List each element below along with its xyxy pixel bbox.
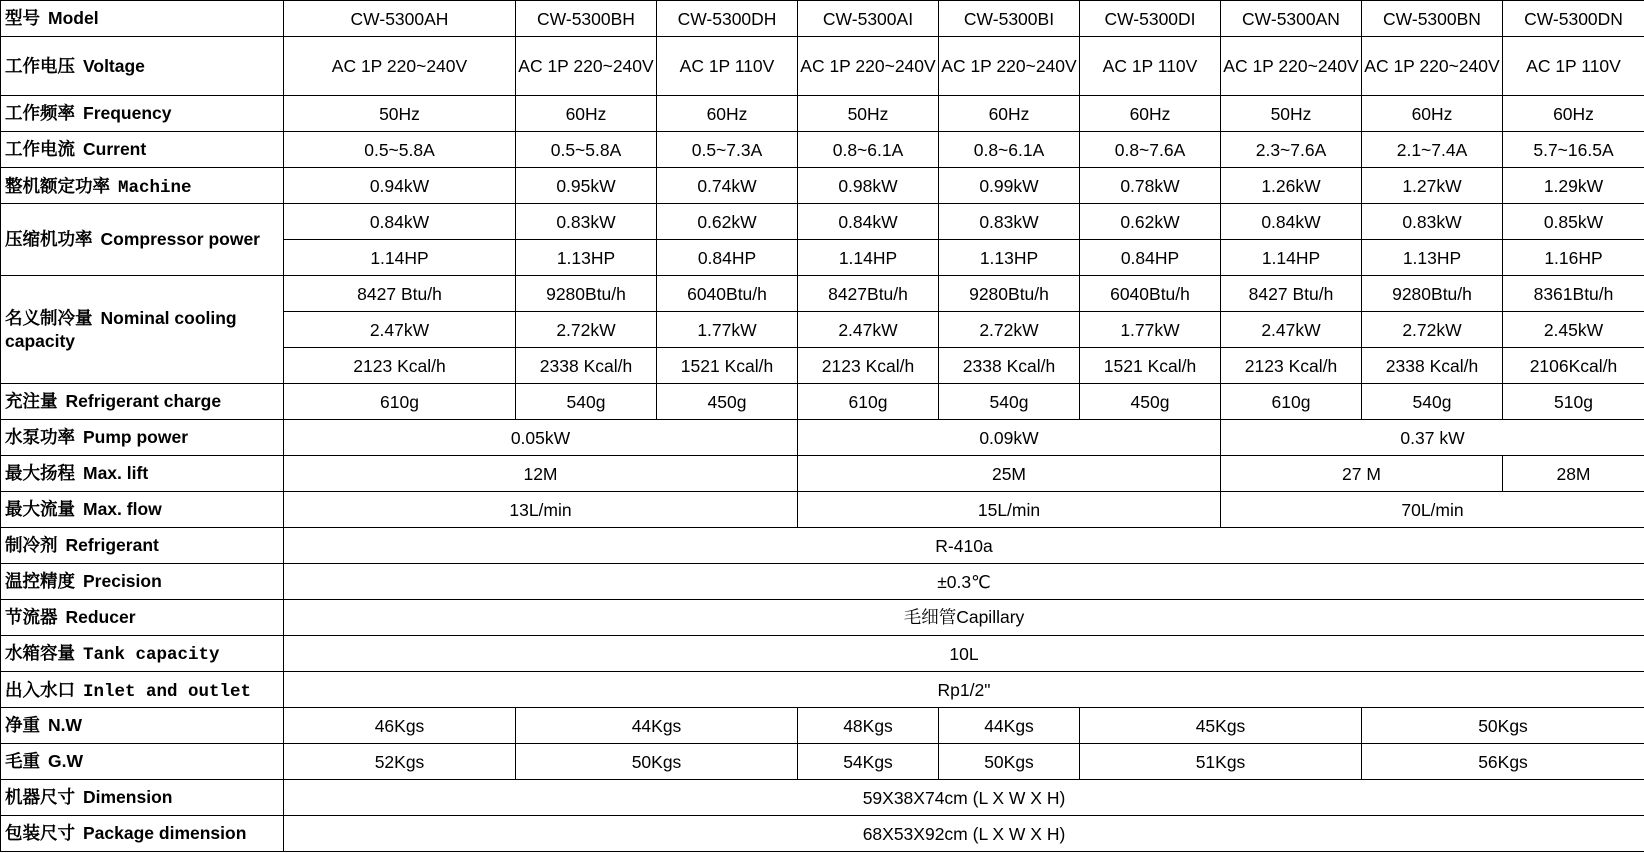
model-cell: CW-5300AH [284,1,516,37]
voltage-cell: AC 1P 220~240V [798,37,939,96]
machine-power-cell: 0.98kW [798,168,939,204]
row-refrigerant [1,528,1644,564]
pump-cell: 0.37 kW [1221,420,1644,456]
model-cell: CW-5300AI [798,1,939,37]
charge-cell: 610g [1221,384,1362,420]
label-max-flow: 最大流量 Max. flow [1,492,284,528]
charge-cell: 510g [1503,384,1644,420]
inlet-cell: Rp1/2" [284,672,1644,708]
cooling-btu-cell: 9280Btu/h [939,276,1080,312]
gw-cell: 52Kgs [284,744,516,780]
label-pump-power: 水泵功率 Pump power [1,420,284,456]
row-inlet-outlet [1,672,1644,708]
compressor-kw-cell: 0.62kW [657,204,798,240]
flow-cell: 70L/min [1221,492,1644,528]
frequency-cell: 60Hz [516,96,657,132]
compressor-kw-cell: 0.62kW [1080,204,1221,240]
model-cell: CW-5300AN [1221,1,1362,37]
gw-cell: 56Kgs [1362,744,1644,780]
voltage-cell: AC 1P 220~240V [1362,37,1503,96]
compressor-kw-cell: 0.85kW [1503,204,1644,240]
row-dimension [1,780,1644,816]
flow-cell: 13L/min [284,492,798,528]
voltage-cell: AC 1P 110V [1080,37,1221,96]
cooling-kcal-cell: 2338 Kcal/h [1362,348,1503,384]
nw-cell: 44Kgs [939,708,1080,744]
compressor-hp-cell: 1.13HP [1362,240,1503,276]
row-cooling-btu [1,276,1644,312]
machine-power-cell: 0.78kW [1080,168,1221,204]
compressor-hp-cell: 1.14HP [284,240,516,276]
voltage-cell: AC 1P 220~240V [516,37,657,96]
voltage-cell: AC 1P 220~240V [1221,37,1362,96]
model-cell: CW-5300DI [1080,1,1221,37]
voltage-cell: AC 1P 220~240V [939,37,1080,96]
machine-power-cell: 1.27kW [1362,168,1503,204]
precision-cell: ±0.3℃ [284,564,1644,600]
cooling-btu-cell: 8427 Btu/h [1221,276,1362,312]
lift-cell: 12M [284,456,798,492]
row-tank-capacity [1,636,1644,672]
machine-power-cell: 0.74kW [657,168,798,204]
cooling-kw-cell: 2.72kW [1362,312,1503,348]
nw-cell: 48Kgs [798,708,939,744]
label-dimension: 机器尺寸 Dimension [1,780,284,816]
refrigerant-cell: R-410a [284,528,1644,564]
label-inlet-outlet: 出入水口 Inlet and outlet [1,672,284,708]
lift-cell: 25M [798,456,1221,492]
model-cell: CW-5300BH [516,1,657,37]
current-cell: 2.1~7.4A [1362,132,1503,168]
cooling-kw-cell: 2.45kW [1503,312,1644,348]
cooling-btu-cell: 9280Btu/h [1362,276,1503,312]
machine-power-cell: 1.29kW [1503,168,1644,204]
row-package-dimension [1,816,1644,852]
row-reducer [1,600,1644,636]
compressor-kw-cell: 0.83kW [939,204,1080,240]
gw-cell: 50Kgs [939,744,1080,780]
label-net-weight: 净重 N.W [1,708,284,744]
label-gross-weight: 毛重 G.W [1,744,284,780]
nw-cell: 44Kgs [516,708,798,744]
compressor-kw-cell: 0.84kW [284,204,516,240]
dimension-cell: 59X38X74cm (L X W X H) [284,780,1644,816]
cooling-kcal-cell: 2106Kcal/h [1503,348,1644,384]
current-cell: 0.5~7.3A [657,132,798,168]
flow-cell: 15L/min [798,492,1221,528]
nw-cell: 50Kgs [1362,708,1644,744]
cooling-kcal-cell: 2123 Kcal/h [798,348,939,384]
cooling-kw-cell: 2.72kW [939,312,1080,348]
label-frequency: 工作频率 Frequency [1,96,284,132]
current-cell: 0.5~5.8A [516,132,657,168]
label-refrigerant-charge: 充注量 Refrigerant charge [1,384,284,420]
lift-cell: 27 M [1221,456,1503,492]
label-max-lift: 最大扬程 Max. lift [1,456,284,492]
machine-power-cell: 1.26kW [1221,168,1362,204]
label-model: 型号 Model [1,1,284,37]
frequency-cell: 60Hz [1503,96,1644,132]
label-refrigerant: 制冷剂 Refrigerant [1,528,284,564]
model-cell: CW-5300BI [939,1,1080,37]
cooling-btu-cell: 8361Btu/h [1503,276,1644,312]
label-machine-power: 整机额定功率 Machine [1,168,284,204]
frequency-cell: 60Hz [939,96,1080,132]
gw-cell: 50Kgs [516,744,798,780]
compressor-hp-cell: 0.84HP [657,240,798,276]
current-cell: 0.8~6.1A [798,132,939,168]
charge-cell: 450g [657,384,798,420]
charge-cell: 450g [1080,384,1221,420]
gw-cell: 54Kgs [798,744,939,780]
compressor-kw-cell: 0.84kW [798,204,939,240]
cooling-kw-cell: 2.47kW [284,312,516,348]
label-tank-capacity: 水箱容量 Tank capacity [1,636,284,672]
frequency-cell: 60Hz [1362,96,1503,132]
row-max-lift [1,456,1644,492]
cooling-kw-cell: 2.47kW [798,312,939,348]
voltage-cell: AC 1P 220~240V [284,37,516,96]
cooling-kcal-cell: 2123 Kcal/h [284,348,516,384]
nw-cell: 46Kgs [284,708,516,744]
cooling-kcal-cell: 1521 Kcal/h [1080,348,1221,384]
label-precision: 温控精度 Precision [1,564,284,600]
frequency-cell: 50Hz [798,96,939,132]
row-precision [1,564,1644,600]
package-dimension-cell: 68X53X92cm (L X W X H) [284,816,1644,852]
compressor-hp-cell: 1.14HP [798,240,939,276]
compressor-kw-cell: 0.83kW [1362,204,1503,240]
charge-cell: 540g [1362,384,1503,420]
charge-cell: 540g [939,384,1080,420]
frequency-cell: 50Hz [1221,96,1362,132]
cooling-kw-cell: 1.77kW [657,312,798,348]
compressor-hp-cell: 1.14HP [1221,240,1362,276]
row-model [1,1,1644,37]
voltage-cell: AC 1P 110V [1503,37,1644,96]
frequency-cell: 60Hz [657,96,798,132]
label-current: 工作电流 Current [1,132,284,168]
cooling-btu-cell: 8427 Btu/h [284,276,516,312]
label-nominal-cooling: 名义制冷量 Nominal cooling capacity [1,276,284,384]
row-gross-weight [1,744,1644,780]
cooling-kcal-cell: 2338 Kcal/h [516,348,657,384]
current-cell: 0.8~6.1A [939,132,1080,168]
reducer-cell: 毛细管Capillary [284,600,1644,636]
cooling-kcal-cell: 2123 Kcal/h [1221,348,1362,384]
charge-cell: 610g [284,384,516,420]
row-refrigerant-charge [1,384,1644,420]
gw-cell: 51Kgs [1080,744,1362,780]
cooling-btu-cell: 8427Btu/h [798,276,939,312]
cooling-btu-cell: 6040Btu/h [657,276,798,312]
current-cell: 5.7~16.5A [1503,132,1644,168]
machine-power-cell: 0.99kW [939,168,1080,204]
frequency-cell: 60Hz [1080,96,1221,132]
label-package-dimension: 包装尺寸 Package dimension [1,816,284,852]
row-frequency [1,96,1644,132]
compressor-hp-cell: 1.13HP [939,240,1080,276]
frequency-cell: 50Hz [284,96,516,132]
pump-cell: 0.05kW [284,420,798,456]
row-machine-power [1,168,1644,204]
model-cell: CW-5300BN [1362,1,1503,37]
charge-cell: 610g [798,384,939,420]
model-cell: CW-5300DN [1503,1,1644,37]
row-pump-power [1,420,1644,456]
row-net-weight [1,708,1644,744]
label-voltage: 工作电压 Voltage [1,37,284,96]
row-compressor-kw [1,204,1644,240]
lift-cell: 28M [1503,456,1644,492]
nw-cell: 45Kgs [1080,708,1362,744]
cooling-btu-cell: 6040Btu/h [1080,276,1221,312]
current-cell: 2.3~7.6A [1221,132,1362,168]
compressor-hp-cell: 0.84HP [1080,240,1221,276]
compressor-hp-cell: 1.13HP [516,240,657,276]
row-max-flow [1,492,1644,528]
compressor-hp-cell: 1.16HP [1503,240,1644,276]
cooling-kw-cell: 1.77kW [1080,312,1221,348]
model-cell: CW-5300DH [657,1,798,37]
row-current [1,132,1644,168]
current-cell: 0.8~7.6A [1080,132,1221,168]
compressor-kw-cell: 0.84kW [1221,204,1362,240]
current-cell: 0.5~5.8A [284,132,516,168]
cooling-kw-cell: 2.72kW [516,312,657,348]
label-reducer: 节流器 Reducer [1,600,284,636]
voltage-cell: AC 1P 110V [657,37,798,96]
pump-cell: 0.09kW [798,420,1221,456]
cooling-kcal-cell: 1521 Kcal/h [657,348,798,384]
cooling-btu-cell: 9280Btu/h [516,276,657,312]
compressor-kw-cell: 0.83kW [516,204,657,240]
charge-cell: 540g [516,384,657,420]
label-compressor-power: 压缩机功率 Compressor power [1,204,284,276]
row-voltage [1,37,1644,96]
tank-cell: 10L [284,636,1644,672]
machine-power-cell: 0.95kW [516,168,657,204]
machine-power-cell: 0.94kW [284,168,516,204]
cooling-kcal-cell: 2338 Kcal/h [939,348,1080,384]
cooling-kw-cell: 2.47kW [1221,312,1362,348]
